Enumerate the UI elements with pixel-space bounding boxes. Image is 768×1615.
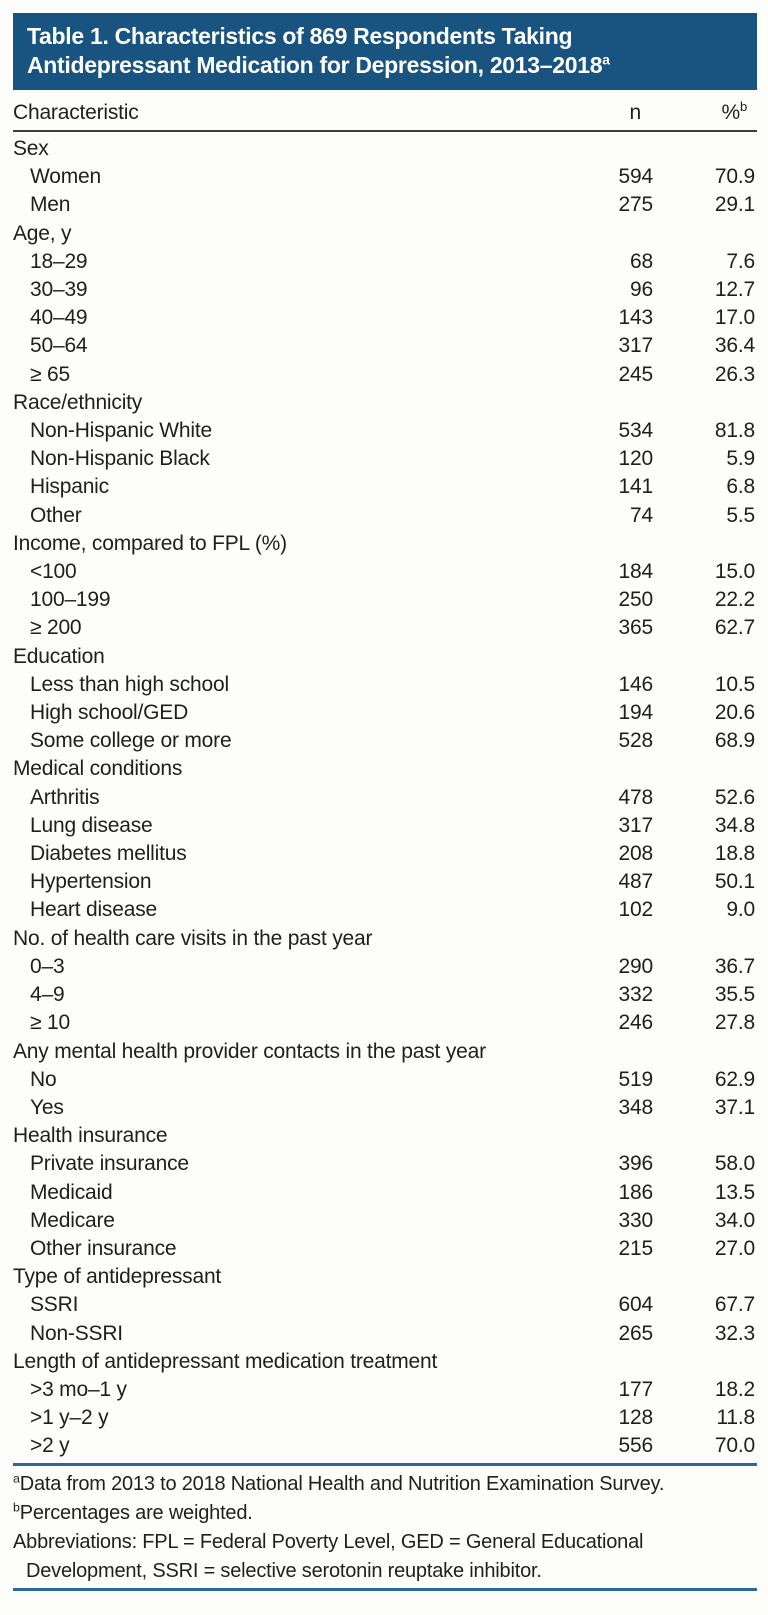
footnote-b-text: Percentages are weighted.: [19, 1501, 253, 1524]
cell-pct: 27.0: [714, 1236, 755, 1260]
table-row: [13, 699, 757, 727]
footnote-a-superscript: a: [13, 1470, 20, 1485]
cell-n: 68: [630, 249, 653, 273]
cell-pct: 34.0: [714, 1208, 755, 1232]
footnotes: [13, 1466, 757, 1586]
cell-n: 478: [618, 785, 653, 809]
row-label: ≥ 200: [30, 616, 82, 640]
cell-pct: 11.8: [716, 1406, 755, 1430]
row-label: Hypertension: [30, 870, 152, 894]
row-label: No: [30, 1067, 57, 1091]
row-label: 18–29: [30, 249, 88, 273]
row-label: Some college or more: [30, 729, 232, 753]
section-header-row: [13, 1263, 757, 1291]
cell-pct: 27.8: [714, 1011, 755, 1035]
row-label: >2 y: [30, 1434, 70, 1458]
cell-pct: 32.3: [714, 1321, 755, 1345]
cell-n: 556: [618, 1434, 653, 1458]
cell-pct: 35.5: [714, 983, 755, 1007]
section-header-row: [13, 220, 757, 248]
table-title-line2-text: Antidepressant Medication for Depression, 2013–2018: [27, 52, 603, 78]
table-row: [13, 981, 757, 1009]
table-row: [13, 502, 757, 530]
cell-pct: 15.0: [714, 560, 755, 584]
cell-n: 177: [618, 1377, 653, 1401]
cell-pct: 10.5: [714, 672, 755, 696]
cell-n: 265: [618, 1321, 653, 1345]
row-label: Men: [30, 193, 71, 217]
table-row: [13, 445, 757, 473]
cell-n: 396: [618, 1152, 653, 1176]
section-header-label: Length of antidepressant medication treatment: [13, 1349, 438, 1373]
row-label: Diabetes mellitus: [30, 842, 187, 866]
abbreviations-line1: Abbreviations: FPL = Federal Poverty Level, GED = General Educational: [13, 1530, 644, 1553]
section-header-row: [13, 1122, 757, 1150]
row-label: 0–3: [30, 954, 65, 978]
table-row: [13, 1009, 757, 1037]
section-header-row: [13, 755, 757, 783]
row-label: Less than high school: [30, 672, 229, 696]
cell-n: 317: [618, 813, 653, 837]
cell-pct: 81.8: [714, 419, 755, 443]
row-label: Women: [30, 165, 101, 189]
section-header-label: Income, compared to FPL (%): [13, 531, 287, 555]
row-label: Lung disease: [30, 813, 153, 837]
cell-n: 245: [618, 362, 653, 386]
cell-pct: 62.9: [714, 1067, 755, 1091]
cell-pct: 22.2: [714, 588, 755, 612]
cell-n: 215: [618, 1236, 653, 1260]
table-row: [13, 896, 757, 924]
row-label: 40–49: [30, 306, 88, 330]
table-row: [13, 1432, 757, 1460]
cell-pct: 12.7: [714, 278, 755, 302]
section-header-row: [13, 1038, 757, 1066]
section-header-row: [13, 643, 757, 671]
row-label: Other: [30, 503, 82, 527]
cell-n: 604: [618, 1293, 653, 1317]
row-label: <100: [30, 560, 77, 584]
row-label: 100–199: [30, 588, 111, 612]
cell-pct: 67.7: [714, 1293, 755, 1317]
cell-pct: 70.0: [714, 1434, 755, 1458]
table-title-superscript: a: [602, 52, 610, 68]
table-row: [13, 1291, 757, 1319]
row-label: Non-SSRI: [30, 1321, 123, 1345]
cell-pct: 50.1: [714, 870, 755, 894]
table-figure: [13, 13, 757, 1591]
cell-n: 317: [618, 334, 653, 358]
table-row: [13, 1376, 757, 1404]
cell-pct: 36.7: [714, 954, 755, 978]
table-row: [13, 586, 757, 614]
section-header-label: Type of antidepressant: [13, 1265, 222, 1289]
abbreviations-line2: Development, SSRI = selective serotonin reuptake inhibitor.: [26, 1559, 542, 1582]
footnote-b: [13, 1499, 757, 1528]
cell-n: 246: [618, 1011, 653, 1035]
table-row: [13, 1207, 757, 1235]
cell-pct: 7.6: [726, 249, 755, 273]
figure-bottom-rule: [13, 1588, 757, 1591]
cell-n: 519: [618, 1067, 653, 1091]
cell-pct: 6.8: [726, 475, 755, 499]
column-header-row: [13, 90, 757, 130]
table-row: [13, 614, 757, 642]
row-label: SSRI: [30, 1293, 79, 1317]
section-header-label: Medical conditions: [13, 757, 183, 781]
cell-pct: 29.1: [714, 193, 755, 217]
table-title-bar: [13, 13, 757, 90]
cell-n: 120: [618, 447, 653, 471]
table-row: [13, 558, 757, 586]
row-label: Medicaid: [30, 1180, 113, 1204]
table-row: [13, 1235, 757, 1263]
cell-pct: 62.7: [714, 616, 755, 640]
section-header-label: Education: [13, 644, 105, 668]
cell-pct: 26.3: [714, 362, 755, 386]
cell-pct: 34.8: [714, 813, 755, 837]
row-label: >3 mo–1 y: [30, 1377, 127, 1401]
table-row: [13, 784, 757, 812]
table-row: [13, 248, 757, 276]
cell-n: 96: [630, 278, 653, 302]
column-header-pct-symbol: %: [721, 101, 740, 124]
row-label: High school/GED: [30, 701, 189, 725]
section-header-label: Sex: [13, 137, 49, 160]
table-row: [13, 163, 757, 191]
cell-pct: 70.9: [714, 165, 755, 189]
cell-n: 332: [618, 983, 653, 1007]
table-row: [13, 1404, 757, 1432]
section-header-row: [13, 135, 757, 163]
cell-n: 184: [618, 560, 653, 584]
row-label: Arthritis: [30, 785, 100, 809]
cell-n: 128: [618, 1406, 653, 1430]
column-header-pct-superscript: b: [739, 99, 747, 114]
cell-n: 534: [618, 419, 653, 443]
cell-n: 186: [618, 1180, 653, 1204]
cell-pct: 9.0: [726, 898, 755, 922]
table-body: [13, 132, 757, 1461]
cell-pct: 18.2: [714, 1377, 755, 1401]
table-row: [13, 1320, 757, 1348]
cell-n: 487: [618, 870, 653, 894]
row-label: Yes: [30, 1095, 64, 1119]
cell-pct: 18.8: [714, 842, 755, 866]
cell-n: 146: [618, 672, 653, 696]
table-title-line1: Table 1. Characteristics of 869 Respondents Taking: [27, 23, 573, 49]
row-label: ≥ 65: [30, 362, 70, 386]
row-label: 4–9: [30, 983, 65, 1007]
table-row: [13, 1150, 757, 1178]
cell-pct: 52.6: [714, 785, 755, 809]
cell-pct: 13.5: [714, 1180, 755, 1204]
table-row: [13, 191, 757, 219]
cell-n: 348: [618, 1095, 653, 1119]
section-header-label: Race/ethnicity: [13, 390, 143, 414]
section-header-row: [13, 1348, 757, 1376]
table-row: [13, 953, 757, 981]
cell-pct: 20.6: [714, 701, 755, 725]
cell-n: 141: [618, 475, 653, 499]
cell-pct: 36.4: [714, 334, 755, 358]
section-header-label: Age, y: [13, 221, 72, 245]
row-label: Medicare: [30, 1208, 115, 1232]
section-header-label: Any mental health provider contacts in the past year: [13, 1039, 486, 1063]
cell-n: 194: [618, 701, 653, 725]
cell-pct: 17.0: [714, 306, 755, 330]
footnote-a-text: Data from 2013 to 2018 National Health and Nutrition Examination Survey.: [19, 1472, 665, 1495]
table-row: [13, 276, 757, 304]
table-row: [13, 1094, 757, 1122]
table-row: [13, 332, 757, 360]
section-header-label: No. of health care visits in the past year: [13, 926, 373, 950]
table-row: [13, 1066, 757, 1094]
cell-n: 143: [618, 306, 653, 330]
section-header-row: [13, 925, 757, 953]
row-label: >1 y–2 y: [30, 1406, 109, 1430]
section-header-row: [13, 389, 757, 417]
column-header-n: n: [629, 101, 641, 124]
row-label: 50–64: [30, 334, 88, 358]
row-label: Heart disease: [30, 898, 157, 922]
table-row: [13, 473, 757, 501]
cell-n: 275: [618, 193, 653, 217]
footnote-b-superscript: b: [13, 1499, 20, 1514]
cell-n: 330: [618, 1208, 653, 1232]
cell-n: 208: [618, 842, 653, 866]
table-row: [13, 868, 757, 896]
table-row: [13, 727, 757, 755]
row-label: Private insurance: [30, 1152, 189, 1176]
cell-pct: 58.0: [714, 1152, 755, 1176]
table-title-line2: [27, 51, 743, 80]
row-label: Non-Hispanic White: [30, 419, 212, 443]
cell-n: 102: [618, 898, 653, 922]
row-label: Other insurance: [30, 1236, 177, 1260]
row-label: ≥ 10: [30, 1011, 70, 1035]
table-row: [13, 304, 757, 332]
row-label: Hispanic: [30, 475, 109, 499]
column-header-pct: [657, 101, 757, 125]
column-header-characteristic: Characteristic: [13, 101, 139, 124]
row-label: 30–39: [30, 278, 88, 302]
cell-n: 365: [618, 616, 653, 640]
table-row: [13, 812, 757, 840]
cell-n: 74: [630, 503, 653, 527]
footnote-a: [13, 1470, 757, 1499]
section-header-label: Health insurance: [13, 1124, 168, 1148]
table-row: [13, 671, 757, 699]
cell-n: 290: [618, 954, 653, 978]
cell-n: 528: [618, 729, 653, 753]
section-header-row: [13, 530, 757, 558]
table-row: [13, 417, 757, 445]
cell-pct: 5.9: [726, 447, 755, 471]
table-row: [13, 361, 757, 389]
cell-pct: 68.9: [714, 729, 755, 753]
table-row: [13, 840, 757, 868]
cell-n: 250: [618, 588, 653, 612]
row-label: Non-Hispanic Black: [30, 447, 210, 471]
cell-pct: 37.1: [714, 1095, 755, 1119]
cell-pct: 5.5: [726, 503, 755, 527]
cell-n: 594: [618, 165, 653, 189]
table-row: [13, 1179, 757, 1207]
